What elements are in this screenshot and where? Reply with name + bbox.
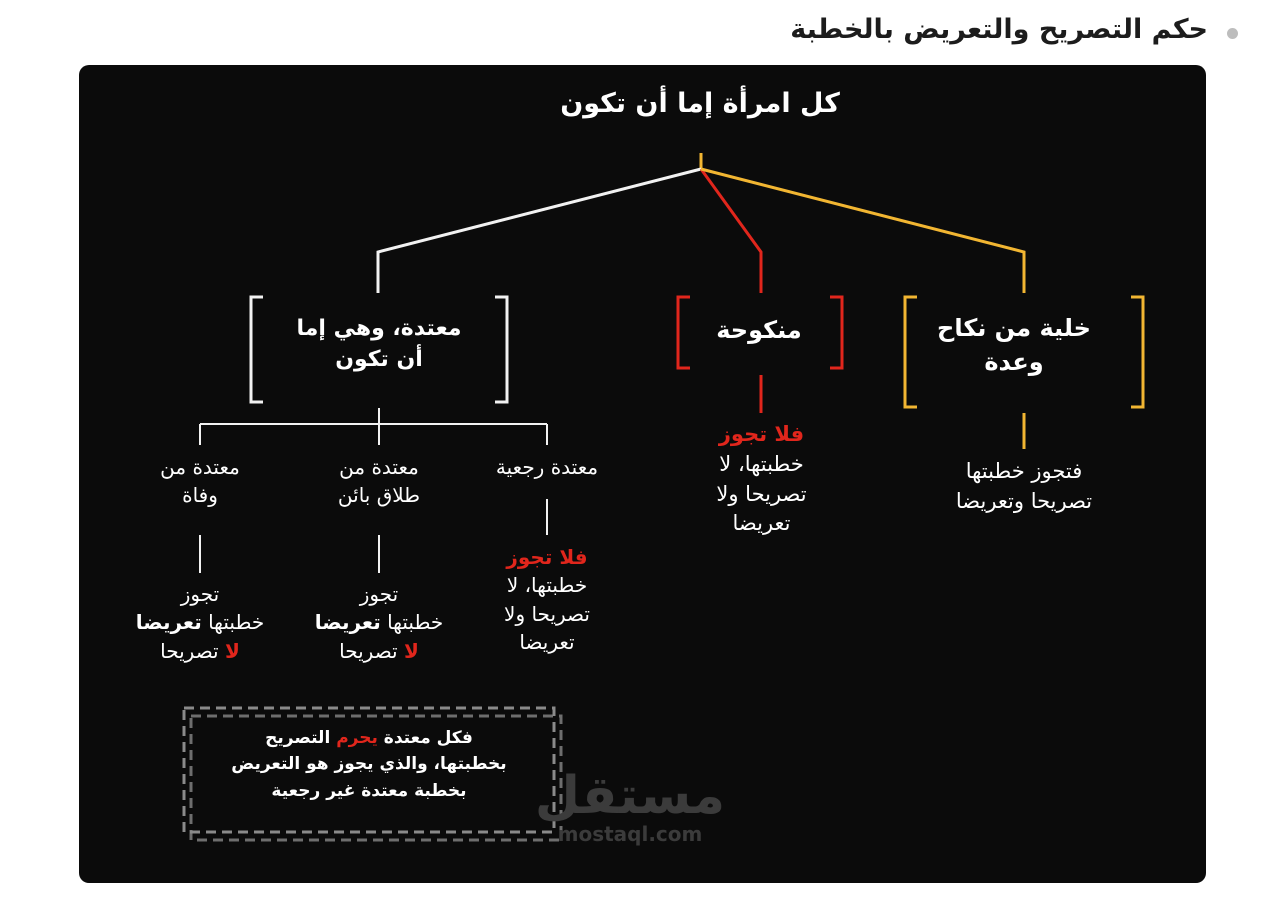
bain-result-line1: تجوز (359, 582, 399, 606)
bullet-dot (1227, 28, 1238, 39)
note-line2: بخطبتها، والذي يجوز هو التعريض (231, 754, 507, 775)
rajiya-result-line2: تصريحا ولا (504, 601, 590, 626)
diagram-panel (79, 65, 1206, 883)
mankuha-result-line2: تصريحا ولا (716, 481, 807, 506)
wafat-line1: معتدة من (160, 455, 240, 479)
khaliya-result-line1: فتجوز خطبتها (965, 459, 1083, 483)
khaliya-result-line2: تصريحا وتعريضا (955, 488, 1093, 513)
mankuha-result-red: فلا تجوز (718, 422, 805, 446)
bain-result-line3: لا تصريحا (339, 638, 419, 663)
note-line3: بخطبة معتدة غير رجعية (271, 780, 467, 801)
bain-line2: طلاق بائن (337, 483, 421, 508)
root-label: كل امرأة إما أن تكون (560, 88, 840, 119)
wafat-result-line1: تجوز (180, 582, 220, 606)
wafat-result-line2: خطبتها تعريضا (135, 610, 265, 635)
watermark-arabic: مستقل (534, 766, 726, 826)
khaliya-result (914, 457, 1134, 517)
red-branch-line (701, 169, 761, 293)
mutadda-bracket-left (251, 297, 263, 402)
mostaql-watermark (500, 766, 760, 846)
bain-result-line2: خطبتها تعريضا (314, 610, 444, 635)
mutadda-line1: معتدة، وهي إما (296, 316, 462, 341)
khaliya-line2: وعدة (984, 348, 1044, 377)
node-khaliya (899, 311, 1129, 379)
khaliya-bracket-right (1131, 297, 1143, 407)
mutadda-line2: أن تكون (335, 347, 423, 373)
wafat-result-line3: لا تصريحا (160, 638, 240, 663)
watermark-latin: mostaql.com (557, 822, 703, 846)
mankuha-result (679, 420, 844, 539)
section-heading: حكم التصريح والتعريض بالخطبة (790, 14, 1208, 45)
wafat-line2: وفاة (182, 483, 218, 508)
wafat-result (130, 580, 270, 665)
rajiya-result (477, 543, 617, 657)
node-mutadda (264, 313, 494, 375)
mankuha-result-line3: تعريضا (732, 511, 791, 536)
note-line1: فكل معتدة يحرم التصريح (265, 728, 473, 748)
yellow-branch-line (701, 169, 1024, 293)
note-text (189, 725, 549, 804)
rajiya-result-line1: خطبتها، لا (506, 573, 588, 598)
rajiya-result-red: فلا تجوز (506, 545, 588, 569)
subnode-bain (314, 453, 444, 510)
rajiya-result-line3: تعريضا (519, 630, 575, 655)
white-branch-line (378, 169, 701, 293)
khaliya-line1: خلية من نكاح (937, 314, 1091, 342)
subnode-rajiya: معتدة رجعية (495, 455, 599, 479)
mutadda-bracket-right (495, 297, 507, 402)
node-mankuha: منكوحة (716, 316, 802, 344)
mankuha-result-line1: خطبتها، لا (719, 451, 804, 476)
subnode-wafat (140, 453, 260, 510)
bain-result (309, 580, 449, 665)
bain-line1: معتدة من (339, 455, 419, 479)
